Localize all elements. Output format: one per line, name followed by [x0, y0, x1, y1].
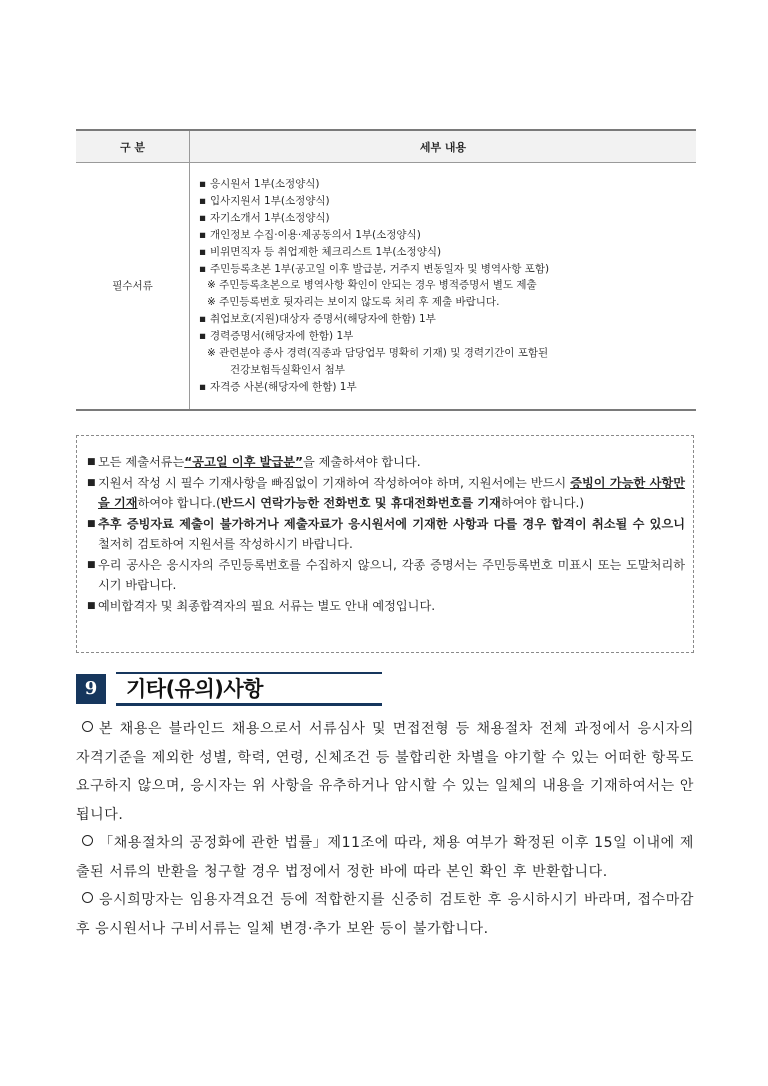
square-bullet-icon: ▪ [199, 313, 207, 326]
circle-bullet-icon [82, 892, 93, 903]
square-bullet-icon: ▪ [199, 178, 207, 190]
list-item: ▪ 비위면직자 등 취업제한 체크리스트 1부(소정양식) [199, 244, 696, 261]
detail-cell [190, 163, 697, 410]
list-item: ▪ 응시원서 1부(소정양식) [199, 176, 696, 193]
header-category: 구 분 [76, 130, 190, 163]
square-bullet-icon: ■ [87, 477, 96, 488]
paragraph: 응시희망자는 임용자격요건 등에 적합한지를 신중히 검토한 후 응시하시기 바라며, 접수마감 후 응시원서나 구비서류는 일체 변경·추가 보완 등이 불가합니다. [76, 892, 694, 937]
section-body [76, 715, 694, 943]
notice-item: ■ 추후 증빙자료 제출이 불가하거나 제출자료가 응시원서에 기재한 사항과 다를 경우 합격이 취소될 수 있으니 철저히 검토하여 지원서를 작성하시기 바랍니다. [87, 514, 685, 555]
list-item: ▪ 경력증명서(해당자에 한함) 1부 [199, 328, 696, 345]
notice-list [77, 436, 693, 616]
notice-item: ■ 모든 제출서류는“공고일 이후 발급분”을 제출하셔야 합니다. [87, 452, 685, 473]
list-note: ※ 주민등록초본으로 병역사항 확인이 안되는 경우 병적증명서 별도 제출 [207, 279, 537, 292]
circle-bullet-icon [82, 721, 93, 732]
square-bullet-icon: ▪ [199, 228, 207, 241]
circle-bullet-icon [82, 835, 93, 846]
heading-rule-bottom [116, 703, 382, 706]
list-item: ▪ 자기소개서 1부(소정양식) [199, 210, 696, 227]
paragraph: 「채용절차의 공정화에 관한 법률」제11조에 따라, 채용 여부가 확정된 이후 15일 이내에 제출된 서류의 반환을 청구할 경우 법정에서 정한 바에 따라 본인 확인 후 반환합니다. [76, 835, 694, 880]
notice-box [76, 435, 694, 653]
table-header-row [76, 130, 696, 163]
section-heading [76, 672, 382, 706]
section-number: 9 [76, 674, 106, 704]
header-detail: 세부 내용 [190, 130, 697, 163]
list-item: ▪ 개인정보 수집·이용·제공동의서 1부(소정양식) [199, 227, 696, 244]
list-item: ▪ 주민등록초본 1부(공고일 이후 발급분, 거주지 변동일자 및 병역사항 포함) [199, 261, 696, 278]
square-bullet-icon: ▪ [199, 245, 207, 258]
notice-item: ■ 우리 공사은 응시자의 주민등록번호를 수집하지 않으니, 각종 증명서는 주민등록번호 미표시 또는 도말처리하시기 바랍니다. [87, 555, 685, 596]
notice-item: ■ 예비합격자 및 최종합격자의 필요 서류는 별도 안내 예정입니다. [87, 596, 685, 617]
list-note: ※ 관련분야 종사 경력(직종과 담당업무 명확히 기재) 및 경력기간이 포함된 [207, 347, 549, 360]
list-note-continuation: 건강보험득실확인서 첨부 [230, 363, 345, 376]
square-bullet-icon: ▪ [199, 330, 207, 343]
list-note: ※ 주민등록번호 뒷자리는 보이지 않도록 처리 후 제출 바랍니다. [207, 296, 500, 309]
document-list [199, 176, 696, 396]
square-bullet-icon: ▪ [199, 262, 207, 275]
list-item: ▪ 자격증 사본(해당자에 한함) 1부 [199, 379, 696, 396]
bold-text: 추후 증빙자료 제출이 불가하거나 제출자료가 응시원서에 기재한 사항과 다를 경우 합격이 취소될 수 있으니 [98, 516, 685, 531]
paragraph: 본 채용은 블라인드 채용으로서 서류심사 및 면접전형 등 채용절차 전체 과정에서 응시자의 자격기준을 제외한 성별, 학력, 연령, 신체조건 등 불합리한 차별을 야기할 수 있는 어떠한 항목도 요구하지 않으며, 응시자는 위 사항을 유추하거나 암시할 수 있는 일체의 내용을 기재하여서는 안됩니다. [76, 721, 694, 823]
square-bullet-icon: ▪ [199, 211, 207, 224]
required-documents-table [76, 129, 696, 411]
notice-item: ■ 지원서 작성 시 필수 기재사항을 빠짐없이 기재하여 작성하여야 하며, 지원서에는 반드시 증빙이 가능한 사항만을 기재하여야 합니다.(반드시 연락가능한 전화번호 및 휴대전화번호를 기재하여야 합니다.) [87, 473, 685, 514]
square-bullet-icon: ■ [87, 518, 96, 529]
list-item: ▪ 취업보호(지원)대상자 증명서(해당자에 한함) 1부 [199, 311, 696, 328]
square-bullet-icon: ▪ [199, 380, 207, 393]
emphasis-text: 증빙이 가능한 사항만을 기재 [98, 475, 685, 510]
square-bullet-icon: ■ [87, 559, 96, 570]
section-title: 기타(유의)사항 [126, 677, 263, 701]
bold-text: 반드시 연락가능한 전화번호 및 휴대전화번호를 기재 [220, 496, 501, 510]
square-bullet-icon: ■ [87, 457, 96, 467]
list-item: ▪ 입사지원서 1부(소정양식) [199, 193, 696, 210]
category-cell: 필수서류 [76, 163, 190, 410]
square-bullet-icon: ■ [87, 600, 96, 611]
table-row [76, 163, 696, 410]
square-bullet-icon: ▪ [199, 194, 207, 207]
emphasis-text: “공고일 이후 발급분” [184, 455, 303, 469]
